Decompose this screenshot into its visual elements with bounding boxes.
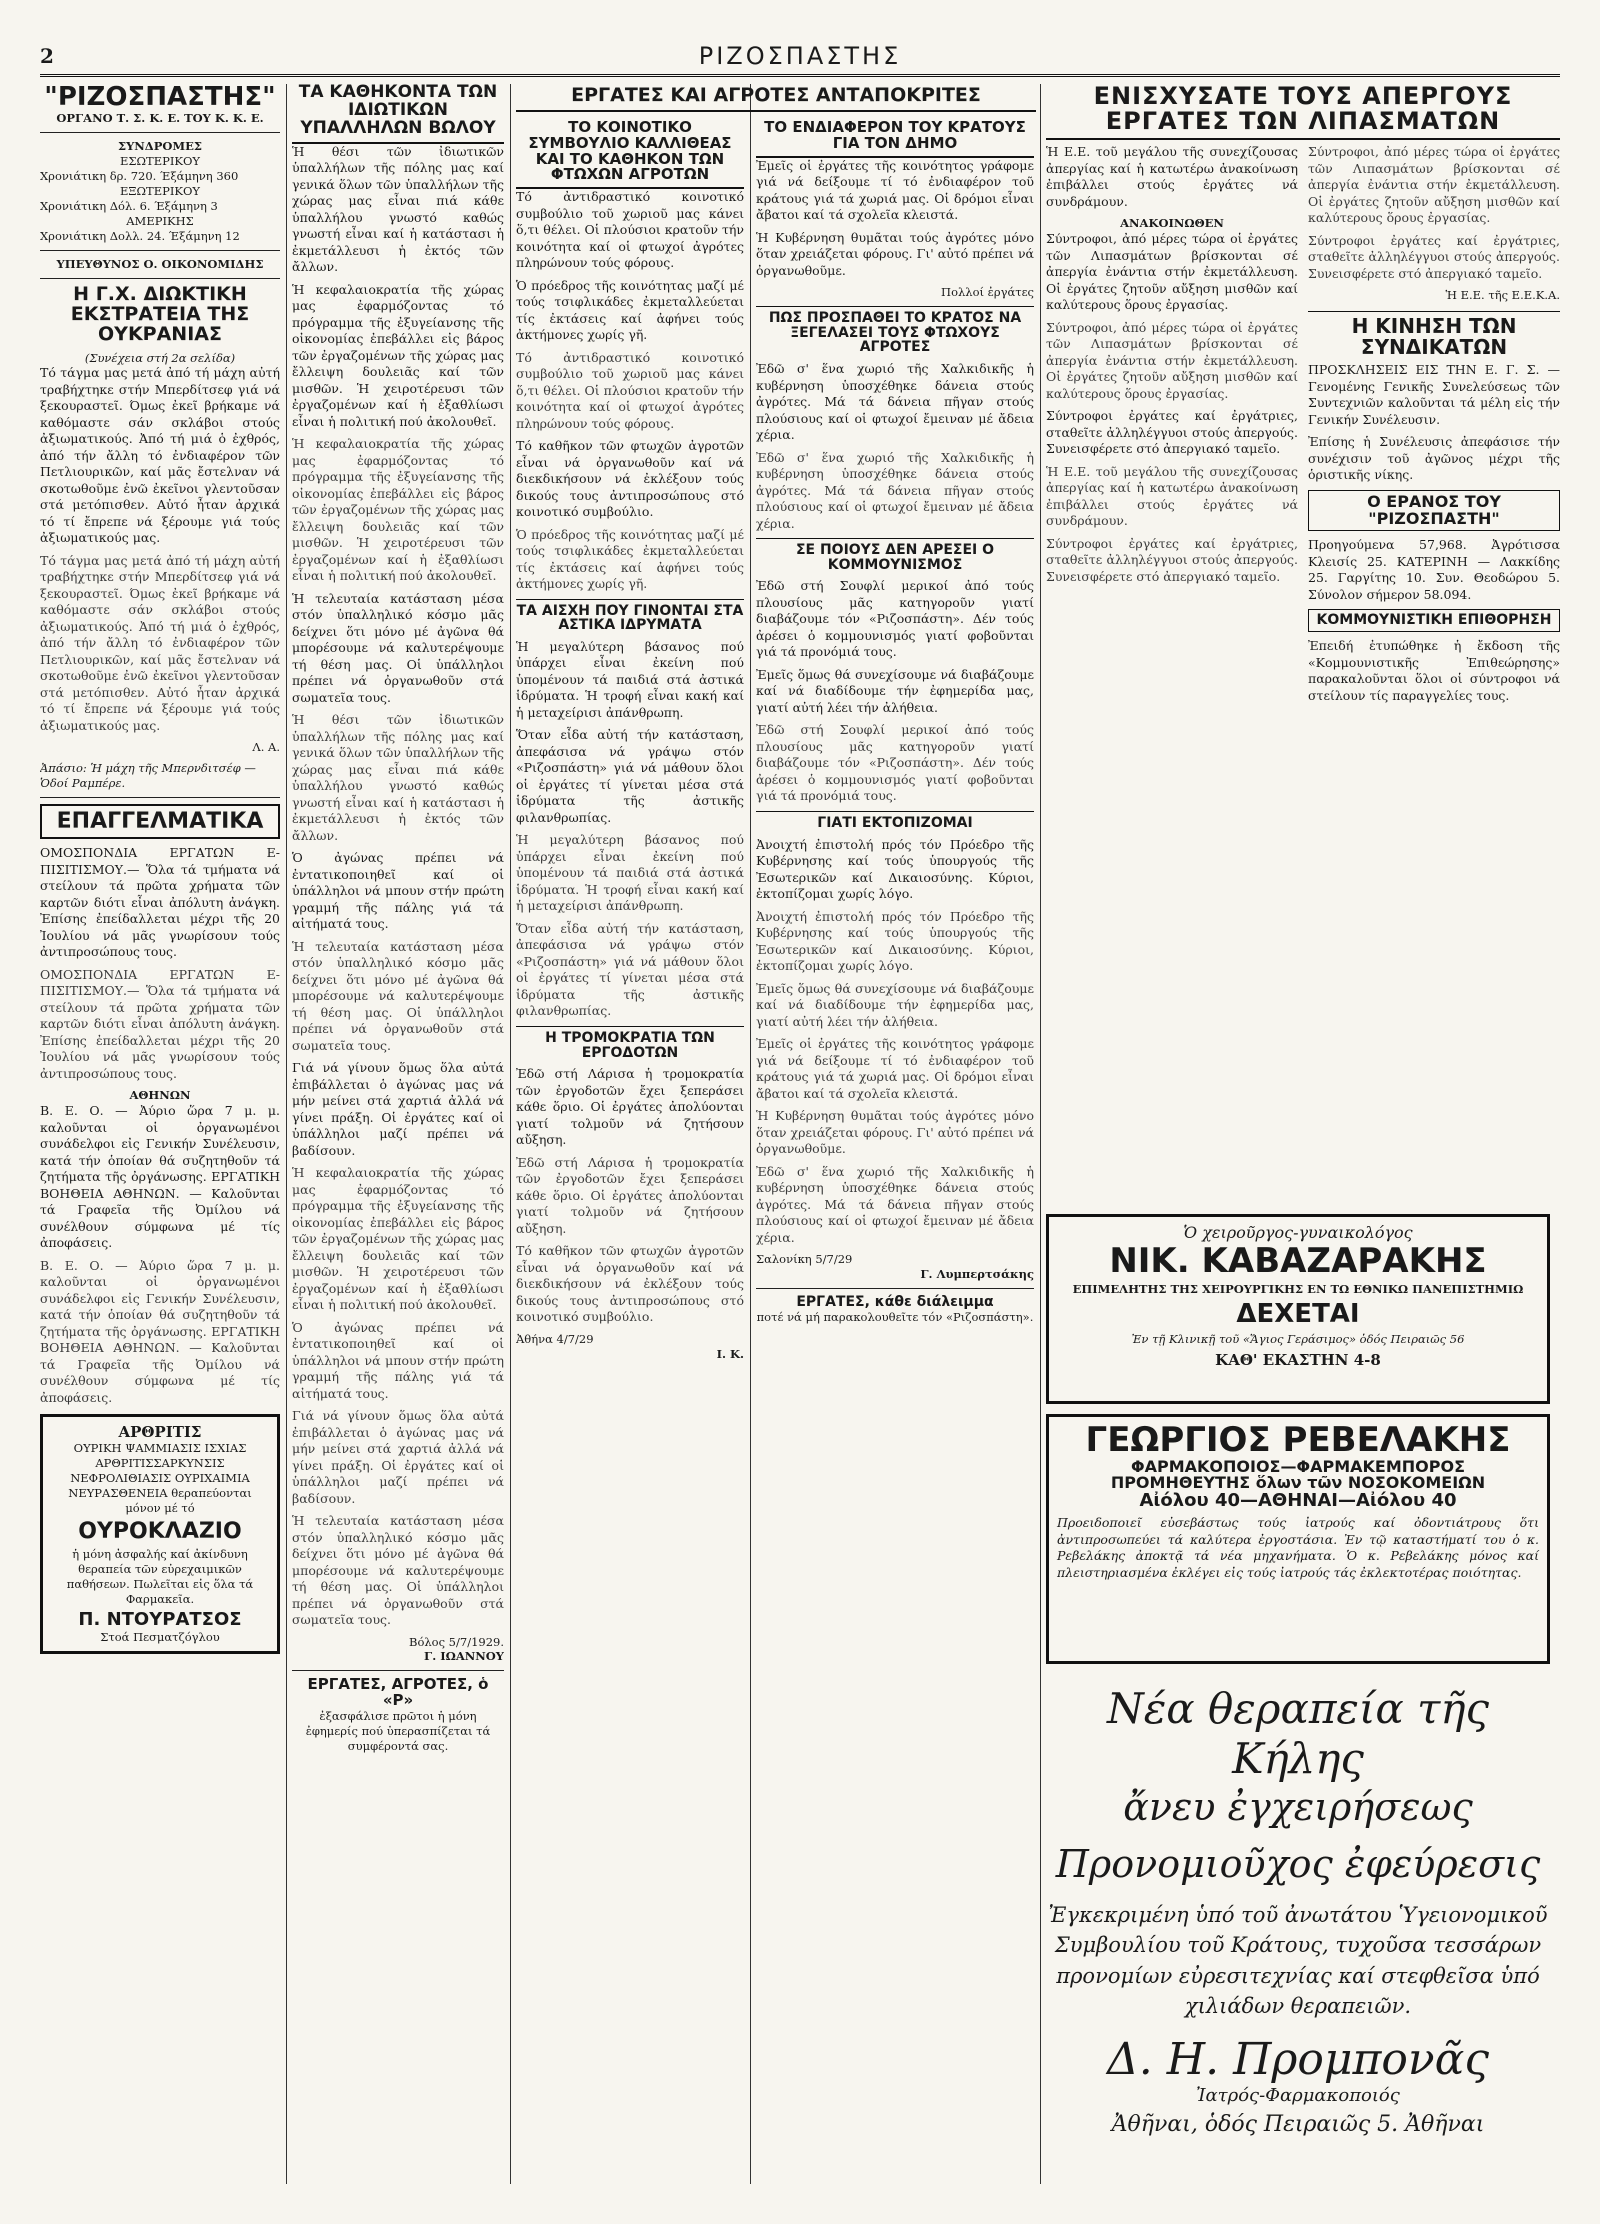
article-body: Ὁ πρόεδρος τῆς κοινότητας μαζί μέ τούς τσιφλικάδες ἐκμεταλλεύεται τίς ἐκτάσεις καί ἀφήνει τούς ἀκτήμονες χωρίς γῆ.: [516, 526, 744, 591]
ad-hours: ΚΑΘ' ΕΚΑΣΤΗΝ 4-8: [1215, 1350, 1381, 1369]
article-body: Γιά νά γίνουν ὅμως ὅλα αὐτά ἐπιβάλλεται ὁ ἀγώνας μας νά μήν μείνει στά χαρτιά ἀλλά νά γίνει πράξη. Οἱ ἐργάτες καί οἱ ὑπάλληλοι μαζί πρέπει νά βαδίσουν.: [292, 1408, 504, 1506]
article-body: Σύντροφοι, ἀπό μέρες τώρα οἱ ἐργάτες τῶν Λιπασμάτων βρίσκονται σέ ἀπεργία ἐνάντια στήν ἐκμετάλλευση. Οἱ ἐργάτες ζητοῦν αὔξηση μισθῶν καί καλύτερους ὅρους ἐργασίας.: [1046, 319, 1298, 401]
article-body: Ἡ θέσι τῶν ἰδιωτικῶν ὑπαλλήλων τῆς πόλης μας καί γενικά ὅλων τῶν ὑπαλλήλων τῆς χώρας μας εἶναι πιά κάθε ὑπαλλήλου γνωστό καθώς γνωστή εἶναι καί ἡ κατάστασι ἡ ἐκμετάλλευσι ἡ ἐκτός τῶν ἄλλων.: [292, 143, 504, 275]
ad-product: ΟΥΡΟΚΛΑΖΙΟ: [78, 1519, 242, 1545]
article-body: Ὅταν εἶδα αὐτή τήν κατάσταση, ἀπεφάσισα νά γράψω στόν «Ριζοσπάστη» γιά νά μάθουν ὅλοι οἱ ἐργάτες τί γίνεται μέσα στά ἱδρύματα τῆς ἀστικῆς φιλανθρωπίας.: [516, 727, 744, 825]
article-body: ΟΜΟΣΠΟΝΔΙΑ ΕΡΓΑΤΩΝ Ε-ΠΙΣΙΤΙΣΜΟΥ.— Ὅλα τά τμήματα νά στείλουν τά πρῶτα χρήματα τῶν καρτῶν διότι εἶναι ἀπόλυτη ἀνάγκη. Ἐπίσης ἐπείδαλλεται μέχρι τῆς 20 Ἰουλίου νά μᾶς γνωρίσουν τούς ἀντιπροσώπους τους.: [40, 966, 280, 1081]
ad-accepts: ΔΕΧΕΤΑΙ: [1236, 1298, 1360, 1329]
article-body: Ἐμεῖς ὅμως θά συνεχίσουμε νά διαβάζουμε καί νά διαδίδουμε τήν ἐφημερίδα μας, γιατί αὐτή λέει τήν ἀλήθεια.: [756, 666, 1034, 715]
column-3: [516, 120, 744, 2180]
article-body: Τό ἀντιδραστικό κοινοτικό συμβούλιο τοῦ χωριοῦ μας κάνει ὅ,τι θέλει. Οἱ πλούσιοι κρατοῦν τήν κοινότητα καί οἱ φτωχοί ἀγρότες πληρώνουν τούς φόρους.: [516, 189, 744, 270]
article-body: Τό ἀντιδραστικό κοινοτικό συμβούλιο τοῦ χωριοῦ μας κάνει ὅ,τι θέλει. Οἱ πλούσιοι κρατοῦν τήν κοινότητα καί οἱ φτωχοί ἀγρότες πληρώνουν τούς φόρους.: [516, 349, 744, 431]
headline-duties: ΤΑ ΚΑΘΗΚΟΝΤΑ ΤΩΝ ΙΔΙΩΤΙΚΩΝ ΥΠΑΛΛΗΛΩΝ ΒΩΛΟΥ: [292, 84, 504, 144]
headline-institutions: ΤΑ ΑΙΣΧΗ ΠΟΥ ΓΙΝΟΝΤΑΙ ΣΤΑ ΑΣΤΙΚΑ ΙΔΡΥΜΑΤΑ: [516, 599, 744, 633]
article-body: Ἐδῶ στή Λάρισα ἡ τρομοκρατία τῶν ἐργοδοτῶν ἔχει ξεπεράσει κάθε ὅριο. Οἱ ἐργάτες ἀπολύονται γιατί τολμοῦν νά ζητήσουν αὔξηση.: [516, 1154, 744, 1236]
column-5: [1046, 84, 1560, 2184]
headline-community: ΤΟ ΚΟΙΝΟΤΙΚΟ ΣΥΜΒΟΥΛΙΟ ΚΑΛΛΙΘΕΑΣ ΚΑΙ ΤΟ ΚΑΘΗΚΟΝ ΤΩΝ ΦΤΩΧΩΝ ΑΓΡΟΤΩΝ: [516, 120, 744, 189]
headline-fund: Ο ΕΡΑΝΟΣ ΤΟΥ "ΡΙΖΟΣΠΑΣΤΗ": [1308, 490, 1560, 532]
article-body: Ἡ κεφαλαιοκρατία τῆς χώρας μας ἐφαρμόζοντας τό πρόγραμμα τῆς ἐξυγείανσης τῆς οἰκονομίας ἐπεβάλλει εἰς βάρος τῶν ἐργαζομένων τῆς χώρας μας ἔλλειψη δουλειᾶς καί τῶν μισθῶν. Ἡ χειροτέρευσι τῶν ἐργαζομένων καί ἡ ἐξαθλίωσι εἶναι ἡ πολιτική πού ἀκολουθεῖ.: [292, 281, 504, 429]
sub-america-label: ΑΜΕΡΙΚΗΣ: [126, 213, 194, 228]
headline-review: ΚΟΜΜΟΥΝΙΣΤΙΚΗ ΕΠΙΘΟΡΗΣΗ: [1308, 609, 1560, 632]
article-body: ΠΡΟΣΚΛΗΣΕΙΣ ΕΙΣ ΤΗΝ Ε. Γ. Σ. — Γενομένης Γενικῆς Συνελεύσεως τῶν Συντεχνιῶν καλοῦνται τά μέλη εἰς τήν Γενικήν Συνέλευσιν.: [1308, 362, 1560, 427]
column-5-left: [1046, 144, 1298, 710]
article-date: Σαλονίκη 5/7/29: [756, 1252, 853, 1267]
article-signature: Πολλοί ἐργάτες: [941, 285, 1034, 299]
masthead: [40, 40, 1560, 77]
subscriptions-heading: ΣΥΝΔΡΟΜΕΣ: [117, 139, 203, 154]
article-body: Σύντροφοι, ἀπό μέρες τώρα οἱ ἐργάτες τῶν Λιπασμάτων βρίσκονται σέ ἀπεργία ἐνάντια στήν ἐκμετάλλευση. Οἱ ἐργάτες ζητοῦν αὔξηση μισθῶν καί καλύτερους ὅρους ἐργασίας.: [1308, 144, 1560, 226]
column-rule: [510, 84, 511, 2184]
article-body: Ὁ ἀγώνας πρέπει νά ἐντατικοποιηθεῖ καί οἱ ὑπάλληλοι νά μπουν στήν πρώτη γραμμή τῆς πάλης γιά τά αἰτήματά τους.: [292, 1319, 504, 1401]
column-2: [292, 84, 504, 2184]
sub-america: Χρονιάτικη Δολλ. 24. Έξάμηνη 12: [40, 228, 240, 243]
ad-clinic: Ἐν τῇ Κλινικῇ τοῦ «Ἅγιος Γεράσιμος» ὁδός Πειραιῶς 56: [1131, 1331, 1465, 1346]
ad-tail: ἡ μόνη ἀσφαλής καί ἀκίνδυνη θεραπεία τῶν εὐρεχαιμικῶν παθήσεων. Πωλεῖται εἰς ὅλα τά Φαρμακεῖα.: [66, 1547, 254, 1606]
article-body: Τό τάγμα μας μετά ἀπό τή μάχη αὐτή τραβήχτηκε στήν Μπερδίτσεφ γιά νά ξεκουραστεῖ. Όμως ἐκεῖ βρήκαμε νά καθόμαστε σάν σκλάβοι στούς ἀξιωματικούς. Ἀπό τή μιά ὁ ἐχθρός, ἀπό τήν ἄλλη τό ἐνδιαφέρον τῶν Πετλιουρικῶν, καί μᾶς ἔστελναν νά σκοτωθοῦμε ἐνῶ ἐκεῖνοι γλεντοῦσαν στά μετόπισθεν. Αὐτό ἦταν ἀρχικά τό τί ἔπρεπε νά ξέρουμε γιά τούς ἀξιωματικούς μας.: [40, 365, 280, 546]
article-signature: Ἡ Ε.Ε. τῆς Ε.Ε.Κ.Α.: [1445, 288, 1560, 303]
ad-urocl: [40, 1414, 280, 1653]
newspaper-page: [40, 40, 1560, 2190]
ad-line: ΦΑΡΜΑΚΟΠΟΙΟΣ—ΦΑΡΜΑΚΕΜΠΟΡΟΣ: [1130, 1456, 1465, 1476]
headline-strikers: ΕΝΙΣΧΥΣΑΤΕ ΤΟΥΣ ΑΠΕΡΓΟΥΣ ΕΡΓΑΤΕΣ ΤΩΝ ΛΙΠΑΣΜΑΤΩΝ: [1046, 84, 1560, 140]
article-body: Ἡ μεγαλύτερη βάσανος πού ὑπάρχει εἶναι ἐκείνη πού ὑπομένουν τά παιδιά στά ἀστικά ἱδρύματα. Ἡ τροφή εἶναι κακή καί ἡ μεταχείρισι ἀπάνθρωπη.: [516, 832, 744, 914]
paper-title: "ΡΙΖΟΣΠΑΣΤΗΣ": [44, 84, 276, 112]
sub-exterior-label: ΕΞΩΤΕΡΙΚΟΥ: [120, 184, 200, 199]
article-body: Σύντροφοι, ἀπό μέρες τώρα οἱ ἐργάτες τῶν Λιπασμάτων βρίσκονται σέ ἀπεργία ἐνάντια στήν ἐκμετάλλευση. Οἱ ἐργάτες ζητοῦν αὔξηση μισθῶν καί καλύτερους ὅρους ἐργασίας.: [1046, 231, 1298, 313]
article-body: Ὁ πρόεδρος τῆς κοινότητας μαζί μέ τούς τσιφλικάδες ἐκμεταλλεύεται τίς ἐκτάσεις καί ἀφήνει τούς ἀκτήμονες χωρίς γῆ.: [516, 277, 744, 342]
article-body: Ἡ Ε.Ε. τοῦ μεγάλου τῆς συνεχίζουσας ἀπεργίας καί ἡ κατωτέρω ἀνακοίνωση ἐπιβάλλει στούς ἐργάτες νά συνδράμουν.: [1046, 144, 1298, 209]
article-body: Ἐδῶ στή Σουφλί μερικοί ἀπό τούς πλουσίους μᾶς κατηγοροῦν γιατί διαβάζουμε τόν «Ριζοσπάστη». Δέν τούς ἀρέσει ὁ κομμουνισμός γιατί φοβοῦνται γιά τά προνόμιά τους.: [756, 578, 1034, 660]
article-body: Β. Ε. Ο. — Ἀύριο ὥρα 7 μ. μ. καλοῦνται οἱ ὀργανωμένοι συνάδελφοι εἰς Γενικήν Συνέλευσιν, κατά τήν ὁποίαν θά συζητηθοῦν τά ζητήματα τῆς ὀργάνωσης. ΕΡΓΑΤΙΚΗ ΒΟΗΘΕΙΑ ΑΘΗΝΩΝ. — Καλοῦνται τά Γραφεῖα τῆς Ὀμίλου νά συνέλθουν σύμφωνα μέ τίς ἀποφάσεις.: [40, 1103, 280, 1251]
ad-body: Προειδοποιεῖ εὐσεβάστως τούς ἰατρούς καί ὀδοντιάτρους ὅτι ἀντιπροσωπεύει τά καλύτερα ἐργοστάσια. Ἐν τῷ καταστήματί του ὁ κ. Ρεβελάκης ἀποκτᾷ τά νέα μηχανήματα. Ὁ κ. Ρεβελάκης μόνος καί πλειστηριασμένα ἐκλέγει εἰς τούς ἰατρούς τάς ἐκλεκτοτέρας ποιότητας.: [1057, 1515, 1539, 1580]
article-body: Ὁ ἀγώνας πρέπει νά ἐντατικοποιηθεῖ καί οἱ ὑπάλληλοι νά μπουν στήν πρώτη γραμμή τῆς πάλης γιά τά αἰτήματά τους.: [292, 850, 504, 932]
article-body: ΟΜΟΣΠΟΝΔΙΑ ΕΡΓΑΤΩΝ Ε-ΠΙΣΙΤΙΣΜΟΥ.— Ὅλα τά τμήματα νά στείλουν τά πρῶτα χρήματα τῶν καρτῶν διότι εἶναι ἀπόλυτη ἀνάγκη. Ἐπίσης ἐπείδαλλεται μέχρι τῆς 20 Ἰουλίου νά μᾶς γνωρίσουν τούς ἀντιπροσώπους τους.: [40, 845, 280, 960]
editor: ΥΠΕΥΘΥΝΟΣ Ο. ΟΙΚΟΝΟΜΙΔΗΣ: [56, 256, 264, 271]
article-body: Ἡ Κυβέρνηση θυμᾶται τούς ἀγρότες μόνο ὅταν χρειάζεται φόρους. Γι' αὐτό πρέπει νά ὀργανωθοῦμε.: [756, 229, 1034, 278]
footer-body: ποτέ νά μή παρακολουθεῖτε τόν «Ριζοσπάστη».: [756, 1309, 1034, 1324]
ad-addr: Ἀθῆναι, ὁδός Πειραιῶς 5. Ἀθῆναι: [1111, 2111, 1485, 2137]
page-number: 2: [40, 44, 54, 68]
headline-state-deceive: ΠΩΣ ΠΡΟΣΠΑΘΕΙ ΤΟ ΚΡΑΤΟΣ ΝΑ ΞΕΓΕΛΑΣΕΙ ΤΟΥΣ ΦΤΩΧΟΥΣ ΑΓΡΟΤΕΣ: [756, 306, 1034, 355]
article-body: Ἐπειδή ἐτυπώθηκε ἡ ἔκδοση τῆς «Κομμουνιστικῆς Ἐπιθεώρησης» παρακαλοῦνται ὅλοι οἱ σύντροφοι νά στείλουν τίς παραγγελίες τους.: [1308, 638, 1560, 703]
continuation-note: (Συνέχεια στή 2α σελίδα): [84, 350, 236, 365]
footer-headline: ΕΡΓΑΤΕΣ, κάθε διάλειμμα: [796, 1293, 994, 1310]
ad-kavazarakis: [1046, 1214, 1550, 1404]
column-4: [756, 120, 1034, 2180]
article-body: Ἐπίσης ἡ Συνέλευσις ἀπεφάσισε τήν συνέχισιν τοῦ ἀγῶνος μέχρι τῆς ὁριστικῆς νίκης.: [1308, 434, 1560, 483]
article-body: Ἡ μεγαλύτερη βάσανος πού ὑπάρχει εἶναι ἐκείνη πού ὑπομένουν τά παιδιά στά ἀστικά ἱδρύματα. Ἡ τροφή εἶναι κακή καί ἡ μεταχείρισι ἀπάνθρωπη.: [516, 638, 744, 720]
ad-addr: Στοά Πεσματζόγλου: [100, 1629, 220, 1644]
ad-sign: Π. ΝΤΟΥΡΑΤΣΟΣ: [78, 1608, 242, 1630]
column-rule: [750, 84, 751, 2184]
article-body: Προηγούμενα 57,968. Ἀγρότισσα Κλεισίς 25. ΚΑΤΕΡΙΝΗ — Λακκίδης 25. Γαργίτης 10. Συν. Θεοδώρου 5. Σύνολον σήμερον 58.094.: [1308, 537, 1560, 602]
article-body: Ἡ Κυβέρνηση θυμᾶται τούς ἀγρότες μόνο ὅταν χρειάζεται φόρους. Γι' αὐτό πρέπει νά ὀργανωθοῦμε.: [756, 1108, 1034, 1157]
ad-line: ΕΠΙΜΕΛΗΤΗΣ ΤΗΣ ΧΕΙΡΟΥΡΓΙΚΗΣ ΕΝ ΤΩ ΕΘΝΙΚΩ ΠΑΝΕΠΙΣΤΗΜΙΩ: [1072, 1281, 1524, 1296]
article-signature: Λ. Α.: [252, 740, 280, 755]
article-signature: Ι. Κ.: [716, 1346, 744, 1361]
article-signature: Γ. Λυμπερτσάκης: [920, 1267, 1034, 1281]
ad-line: Ἐγκεκριμένη ὑπό τοῦ ἀνωτάτου Ὑγειονομικοῦ Συμβουλίου τοῦ Κράτους, τυχοῦσα τεσσάρων προνομίων εὐρεσιτεχνίας καί στεφθεῖσα ὑπό χιλιάδων θεραπειῶν.: [1048, 1902, 1548, 2019]
ad-addr: Αἰόλου 40—ΑΘΗΝΑΙ—Αἰόλου 40: [1139, 1490, 1457, 1512]
article-body: Τό τάγμα μας μετά ἀπό τή μάχη αὐτή τραβήχτηκε στήν Μπερδίτσεφ γιά νά ξεκουραστεῖ. Όμως ἐκεῖ βρήκαμε νά καθόμαστε σάν σκλάβοι στούς ἀξιωματικούς. Ἀπό τή μιά ὁ ἐχθρός, ἀπό τήν ἄλλη τό ἐνδιαφέρον τῶν Πετλιουρικῶν, καί μᾶς ἔστελναν νά σκοτωθοῦμε ἐνῶ ἐκεῖνοι γλεντοῦσαν στά μετόπισθεν. Αὐτό ἦταν ἀρχικά τό τί ἔπρεπε νά ξέρουμε γιά τούς ἀξιωματικούς μας.: [40, 552, 280, 733]
ad-line: ΠΡΟΜΗΘΕΥΤΗΣ ὅλων τῶν ΝΟΣΟΚΟΜΕΙΩΝ: [1110, 1473, 1486, 1493]
paper-name: ΡΙΖΟΣΠΑΣΤΗΣ: [698, 42, 902, 70]
article-notice: Ἀπάσιο: Ἡ μάχη τῆς Μπερνδιτσέφ — Ὁδοί Ραμπέρε.: [40, 761, 256, 791]
column-5-right: [1308, 144, 1560, 710]
ad-name: ΝΙΚ. ΚΑΒΑΖΑΡΑΚΗΣ: [1109, 1241, 1487, 1281]
ad-line: Προνομιοῦχος ἐφεύρεσις: [1055, 1842, 1541, 1887]
article-body: Ἡ τελευταία κατάσταση μέσα στόν ὑπαλληλικό κόσμο μᾶς δείχνει ὅτι μόνο μέ ἀγῶνα θά μπορέσουμε νά καλυτερέψουμε τή θέση μας. Οἱ ὑπάλληλοι πρέπει νά ὀργανωθοῦν στά σωματεῖα τους.: [292, 1513, 504, 1628]
article-body: Γιά νά γίνουν ὅμως ὅλα αὐτά ἐπιβάλλεται ὁ ἀγώνας μας νά μήν μείνει στά χαρτιά ἀλλά νά γίνει πράξη. Οἱ ἐργάτες καί οἱ ὑπάλληλοι μαζί πρέπει νά βαδίσουν.: [292, 1060, 504, 1158]
article-body: Τό καθῆκον τῶν φτωχῶν ἀγροτῶν εἶναι νά ὀργανωθοῦν καί νά διεκδικήσουν νά ἐκλέξουν τούς δικούς τους ἀντιπροσώπους στό κοινοτικό συμβούλιο.: [516, 438, 744, 519]
footer-body: ἐξασφάλισε πρῶτοι ἡ μόνη ἐφημερίς πού ὑπερασπίζεται τά συμφέροντά σας.: [305, 1708, 491, 1753]
article-body: Ἡ θέσι τῶν ἰδιωτικῶν ὑπαλλήλων τῆς πόλης μας καί γενικά ὅλων τῶν ὑπαλλήλων τῆς χώρας μας εἶναι πιά κάθε ὑπαλλήλου γνωστό καθώς γνωστή εἶναι καί ἡ κατάστασι ἡ ἐκμετάλλευσι ἡ ἐκτός τῶν ἄλλων.: [292, 712, 504, 843]
ad-name: ΓΕΩΡΓΙΟΣ ΡΕΒΕΛΑΚΗΣ: [1085, 1420, 1511, 1460]
article-body: Ἐδῶ στή Λάρισα ἡ τρομοκρατία τῶν ἐργοδοτῶν ἔχει ξεπεράσει κάθε ὅριο. Οἱ ἐργάτες ἀπολύονται γιατί τολμοῦν νά ζητήσουν αὔξηση.: [516, 1066, 744, 1148]
article-body: Τό καθῆκον τῶν φτωχῶν ἀγροτῶν εἶναι νά ὀργανωθοῦν καί νά διεκδικήσουν νά ἐκλέξουν τούς δικούς τους ἀντιπροσώπους στό κοινοτικό συμβούλιο.: [516, 1243, 744, 1325]
sub-exterior: Χρονιάτικη Δόλ. 6. Έξάμηνη 3: [40, 198, 218, 213]
headline-professional: ΕΠΑΓΓΕΛΜΑΤΙΚΑ: [40, 804, 280, 839]
ad-line: Νέα θεραπεία τῆς Κήλης: [1106, 1684, 1490, 1784]
article-body: Ἡ κεφαλαιοκρατία τῆς χώρας μας ἐφαρμόζοντας τό πρόγραμμα τῆς ἐξυγείανσης τῆς οἰκονομίας ἐπεβάλλει εἰς βάρος τῶν ἐργαζομένων τῆς χώρας μας ἔλλειψη δουλειᾶς καί τῶν μισθῶν. Ἡ χειροτέρευσι τῶν ἐργαζομένων καί ἡ ἐξαθλίωσι εἶναι ἡ πολιτική πού ἀκολουθεῖ.: [292, 1165, 504, 1313]
article-signature: Γ. ΙΩΑΝΝΟΥ: [424, 1649, 504, 1664]
sub-interior: Χρονιάτικη δρ. 720. Έξάμηνη 360: [40, 169, 239, 184]
ad-name: Δ. Η. Προμπονᾶς: [1107, 2033, 1489, 2085]
article-body: Ἐδῶ σ' ἕνα χωριό τῆς Χαλκιδικῆς ἡ κυβέρνηση ὑποσχέθηκε δάνεια στούς ἀγρότες. Μά τά δάνεια πῆγαν στούς πλούσιους καί οἱ φτωχοί ἔμειναν μέ ἄδεια χέρια.: [756, 1163, 1034, 1245]
article-body: Σύντροφοι ἐργάτες καί ἐργάτριες, σταθεῖτε ἀλληλέγγυοι στούς ἀπεργούς. Συνεισφέρετε στό ἀπεργιακό ταμεῖο.: [1046, 408, 1298, 457]
headline-communism: ΣΕ ΠΟΙΟΥΣ ΔΕΝ ΑΡΕΣΕΙ Ο ΚΟΜΜΟΥΝΙΣΜΟΣ: [756, 538, 1034, 572]
headline-ukraine: Η Γ.Χ. ΔΙΩΚΤΙΚΗ ΕΚΣΤΡΑΤΕΙΑ ΤΗΣ ΟΥΚΡΑΝΙΑΣ: [70, 282, 250, 345]
article-body: Ἐδῶ σ' ἕνα χωριό τῆς Χαλκιδικῆς ἡ κυβέρνηση ὑποσχέθηκε δάνεια στούς ἀγρότες. Μά τά δάνεια πῆγαν στούς πλούσιους καί οἱ φτωχοί ἔμειναν μέ ἄδεια χέρια.: [756, 361, 1034, 442]
article-body: Ὅταν εἶδα αὐτή τήν κατάσταση, ἀπεφάσισα νά γράψω στόν «Ριζοσπάστη» γιά νά μάθουν ὅλοι οἱ ἐργάτες τί γίνεται μέσα στά ἱδρύματα τῆς ἀστικῆς φιλανθρωπίας.: [516, 920, 744, 1019]
article-body: Ἐμεῖς ὅμως θά συνεχίσουμε νά διαβάζουμε καί νά διαδίδουμε τήν ἐφημερίδα μας, γιατί αὐτή λέει τήν ἀλήθεια.: [756, 980, 1034, 1029]
article-body: Ἐμεῖς οἱ ἐργάτες τῆς κοινότητος γράφομε γιά νά δείξουμε τί τό ἐνδιαφέρον τοῦ κράτους γιά τά χωριά μας. Οἱ δρόμοι εἶναι ἄβατοι καί τά σχολεῖα κλειστά.: [756, 157, 1034, 222]
article-body: Ἐδῶ στή Σουφλί μερικοί ἀπό τούς πλουσίους μᾶς κατηγοροῦν γιατί διαβάζουμε τόν «Ριζοσπάστη». Δέν τούς ἀρέσει ὁ κομμουνισμός γιατί φοβοῦνται γιά τά προνόμιά τους.: [756, 722, 1034, 804]
announcement-heading: ΑΝΑΚΟΙΝΩΘΕΝ: [1120, 216, 1224, 231]
correspondents-banner: ΕΡΓΑΤΕΣ ΚΑΙ ΑΓΡΟΤΕΣ ΑΝΤΑΠΟΚΡΙΤΕΣ: [516, 84, 1036, 112]
ad-revelakis: [1046, 1414, 1550, 1664]
headline-unions: Η ΚΙΝΗΣΗ ΤΩΝ ΣΥΝΔΙΚΑΤΩΝ: [1308, 311, 1560, 358]
ad-prof: Ἰατρός-Φαρμακοποιός: [1196, 2084, 1400, 2106]
ad-body: ΟΥΡΙΚΗ ΨΑΜΜΙΑΣΙΣ ΙΣΧΙΑΣ ΑΡΘΡΙΤΙΣΣΑΡΚΥΝΣΙΣ ΝΕΦΡΟΛΙΘΙΑΣΙΣ ΟΥΡΙΧΑΙΜΙΑ ΝΕΥΡΑΣΘΕΝΕΙΑ θεραπεύονται μόνον μέ τό: [68, 1441, 252, 1516]
ad-line: ἄνευ ἐγχειρήσεως: [1123, 1784, 1473, 1829]
headline-state-interest: ΤΟ ΕΝΔΙΑΦΕΡΟΝ ΤΟΥ ΚΡΑΤΟΥΣ ΓΙΑ ΤΟΝ ΔΗΜΟ: [756, 120, 1034, 158]
ad-pre: Ὁ χειροῦργος-γυναικολόγος: [1183, 1223, 1413, 1242]
sub-interior-label: ΕΣΩΤΕΡΙΚΟΥ: [119, 154, 201, 169]
headline-terror: Η ΤΡΟΜΟΚΡΑΤΙΑ ΤΩΝ ΕΡΓΟΔΟΤΩΝ: [516, 1026, 744, 1060]
article-date: Ἀθήνα 4/7/29: [516, 1331, 594, 1346]
ad-title: ΑΡΘΡΙΤΙΣ: [118, 1423, 202, 1442]
article-body: Σύντροφοι ἐργάτες καί ἐργάτριες, σταθεῖτε ἀλληλέγγυοι στούς ἀπεργούς. Συνεισφέρετε στό ἀπεργιακό ταμεῖο.: [1046, 535, 1298, 584]
article-date: Βόλος 5/7/1929.: [409, 1634, 504, 1649]
article-body: Ἡ Ε.Ε. τοῦ μεγάλου τῆς συνεχίζουσας ἀπεργίας καί ἡ κατωτέρω ἀνακοίνωση ἐπιβάλλει στούς ἐργάτες νά συνδράμουν.: [1046, 463, 1298, 529]
article-body: Ἐδῶ σ' ἕνα χωριό τῆς Χαλκιδικῆς ἡ κυβέρνηση ὑποσχέθηκε δάνεια στούς ἀγρότες. Μά τά δάνεια πῆγαν στούς πλούσιους καί οἱ φτωχοί ἔμειναν μέ ἄδεια χέρια.: [756, 449, 1034, 531]
article-body: Ἀνοιχτή ἐπιστολή πρός τόν Πρόεδρο τῆς Κυβέρνησης καί τούς ὑπουργούς τῆς Ἐσωτερικῶν καί Δικαιοσύνης. Κύριοι, ἐκτοπίζομαι χωρίς λόγο.: [756, 908, 1034, 974]
column-1: [40, 84, 280, 2184]
article-body: Σύντροφοι ἐργάτες καί ἐργάτριες, σταθεῖτε ἀλληλέγγυοι στούς ἀπεργούς. Συνεισφέρετε στό ἀπεργιακό ταμεῖο.: [1308, 232, 1560, 281]
ad-hernia: [1046, 1684, 1550, 2184]
footer-headline: ΕΡΓΑΤΕΣ, ΑΓΡΟΤΕΣ, ὁ «Ρ»: [307, 1675, 489, 1710]
headline-exile: ΓΙΑΤΙ ΕΚΤΟΠΙΖΟΜΑΙ: [756, 811, 1034, 831]
article-body: Ἀνοιχτή ἐπιστολή πρός τόν Πρόεδρο τῆς Κυβέρνησης καί τούς ὑπουργούς τῆς Ἐσωτερικῶν καί Δικαιοσύνης. Κύριοι, ἐκτοπίζομαι χωρίς λόγο.: [756, 836, 1034, 902]
article-body: Ἡ τελευταία κατάσταση μέσα στόν ὑπαλληλικό κόσμο μᾶς δείχνει ὅτι μόνο μέ ἀγῶνα θά μπορέσουμε νά καλυτερέψουμε τή θέση μας. Οἱ ὑπάλληλοι πρέπει νά ὀργανωθοῦν στά σωματεῖα τους.: [292, 590, 504, 705]
athens-heading: ΑΘΗΝΩΝ: [129, 1088, 191, 1103]
article-body: Ἡ κεφαλαιοκρατία τῆς χώρας μας ἐφαρμόζοντας τό πρόγραμμα τῆς ἐξυγείανσης τῆς οἰκονομίας ἐπεβάλλει εἰς βάρος τῶν ἐργαζομένων τῆς χώρας μας ἔλλειψη δουλειᾶς καί τῶν μισθῶν. Ἡ χειροτέρευσι τῶν ἐργαζομένων καί ἡ ἐξαθλίωσι εἶναι ἡ πολιτική πού ἀκολουθεῖ.: [292, 436, 504, 584]
article-body: Ἡ τελευταία κατάσταση μέσα στόν ὑπαλληλικό κόσμο μᾶς δείχνει ὅτι μόνο μέ ἀγῶνα θά μπορέσουμε νά καλυτερέψουμε τή θέση μας. Οἱ ὑπάλληλοι πρέπει νά ὀργανωθοῦν στά σωματεῖα τους.: [292, 938, 504, 1053]
paper-subtitle: ΟΡΓΑΝΟ Τ. Σ. Κ. Ε. ΤΟΥ Κ. Κ. Ε.: [56, 111, 264, 126]
column-rule: [286, 84, 287, 2184]
article-body: Β. Ε. Ο. — Ἀύριο ὥρα 7 μ. μ. καλοῦνται οἱ ὀργανωμένοι συνάδελφοι εἰς Γενικήν Συνέλευσιν, κατά τήν ὁποίαν θά συζητηθοῦν τά ζητήματα τῆς ὀργάνωσης. ΕΡΓΑΤΙΚΗ ΒΟΗΘΕΙΑ ΑΘΗΝΩΝ. — Καλοῦνται τά Γραφεῖα τῆς Ὀμίλου νά συνέλθουν σύμφωνα μέ τίς ἀποφάσεις.: [40, 1257, 280, 1405]
article-body: Ἐμεῖς οἱ ἐργάτες τῆς κοινότητος γράφομε γιά νά δείξουμε τί τό ἐνδιαφέρον τοῦ κράτους γιά τά χωριά μας. Οἱ δρόμοι εἶναι ἄβατοι καί τά σχολεῖα κλειστά.: [756, 1036, 1034, 1101]
column-rule: [1040, 84, 1041, 2184]
